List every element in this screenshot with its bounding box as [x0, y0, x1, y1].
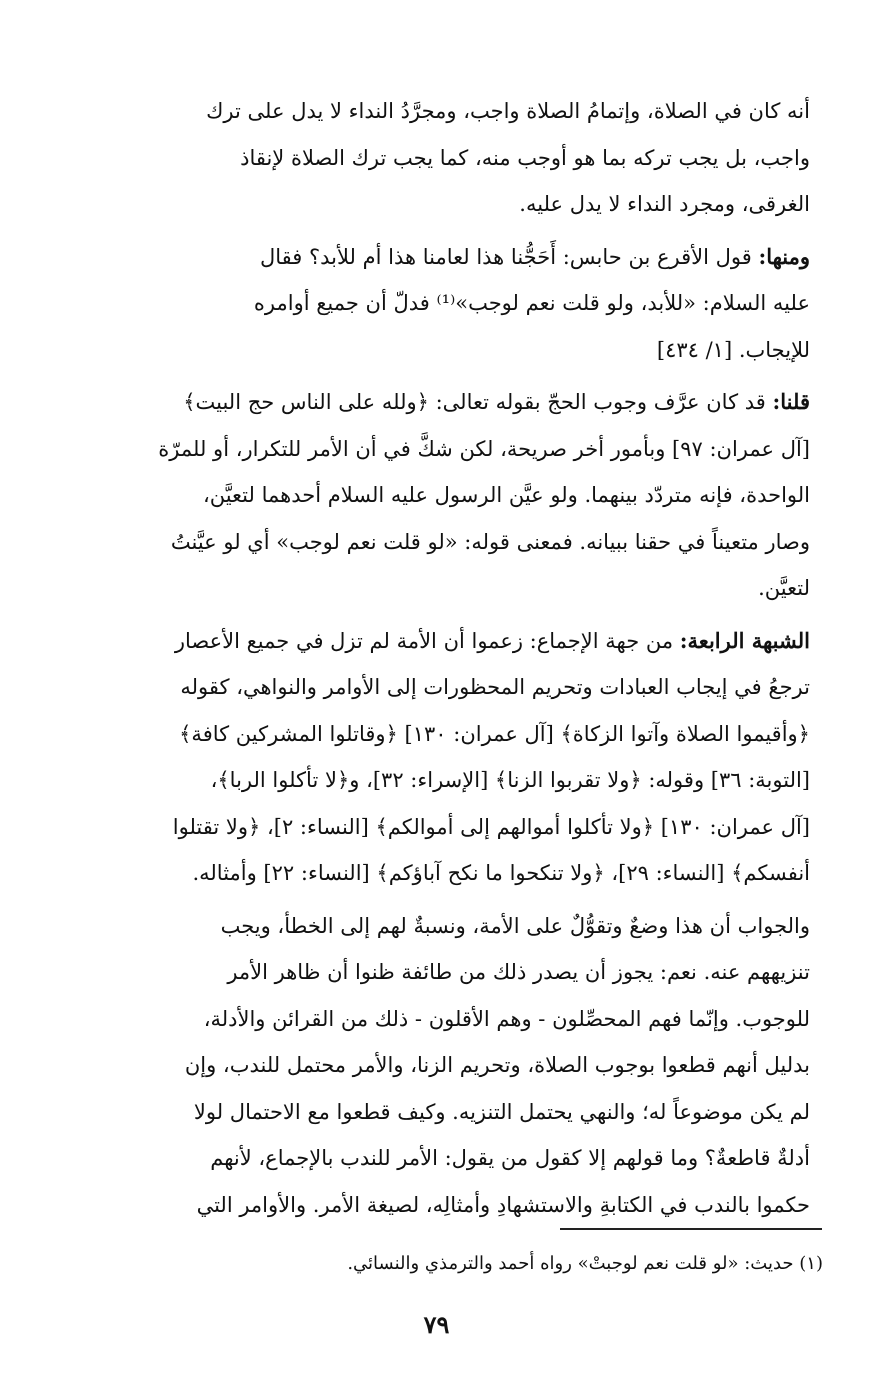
paragraph-2 — [72, 234, 810, 374]
paragraph-5 — [72, 903, 810, 1229]
paragraph-1 — [72, 88, 810, 228]
text-line — [72, 234, 810, 281]
text-line: ﴿وأقيموا الصلاة وآتوا الزكاة﴾ [آل عمران: ١٣٠] ﴿وقاتلوا المشركين كافة﴾ — [179, 721, 810, 746]
text-line: والجواب أن هذا وضعٌ وتقوُّلٌ على الأمة، ونسبةٌ لهم إلى الخطأ، ويجب — [220, 913, 810, 938]
text-line: حكموا بالندب في الكتابةِ والاستشهادِ وأمثالِه، لصيغة الأمر. والأوامر التي — [196, 1192, 810, 1217]
text-line: الواحدة، فإنه متردّد بينهما. ولو عيَّن الرسول عليه السلام أحدهما لتعيَّن، — [202, 483, 810, 507]
text-line: أدلةٌ قاطعةٌ؟ وما قولهم إلا كقول من يقول: الأمر للندب بالإجماع، لأنهم — [210, 1146, 810, 1170]
text-line: وصار متعيناً في حقنا ببيانه. فمعنى قوله: «لو قلت نعم لوجب» أي لو عيَّنتُ — [170, 529, 810, 554]
text-line: ترجعُ في إيجاب العبادات وتحريم المحظورات إلى الأوامر والنواهي، كقوله — [180, 675, 810, 699]
text-line: بدليل أنهم قطعوا بوجوب الصلاة، وتحريم الزنا، والأمر محتمل للندب، وإن — [184, 1053, 810, 1077]
text-line: للوجوب. وإنّما فهم المحصِّلون - وهم الأقلون - ذلك من القرائن والأدلة، — [203, 1006, 810, 1031]
text-line — [72, 379, 810, 426]
text-line-rest: قول الأقرع بن حابس: أَحَجُّنا هذا لعامنا هذا أم للأبد؟ فقال — [260, 244, 752, 269]
text-line: للإيجاب. [١/ ٤٣٤] — [656, 337, 810, 362]
text-line: لتعيَّن. — [758, 576, 810, 600]
text-line: عليه السلام: «للأبد، ولو قلت نعم لوجب»⁽¹⁾ فدلّ أن جميع أوامره — [253, 291, 810, 315]
page-number: ٧٩ — [423, 1310, 450, 1339]
text-line: [آل عمران: ٩٧] وبأمور أخر صريحة، لكن شكَّ في أن الأمر للتكرار، أو للمرّة — [158, 436, 810, 461]
footnote: (١) حديث: «لو قلت نعم لوجبتْ» رواه أحمد والترمذي والنسائي. — [347, 1253, 823, 1274]
text-line: [التوبة: ٣٦] وقوله: ﴿ولا تقربوا الزنا﴾ [الإسراء: ٣٢]، و﴿لا تأكلوا الربا﴾، — [210, 768, 810, 792]
paragraph-3 — [72, 379, 810, 612]
text-line-rest: قد كان عرَّف وجوب الحجّ بقوله تعالى: ﴿ولله على الناس حج البيت﴾ — [183, 390, 766, 414]
lead-phrase: الشبهة الرابعة: — [679, 627, 810, 653]
text-line: لم يكن موضوعاً له؛ والنهي يحتمل التنزيه. وكيف قطعوا مع الاحتمال لولا — [193, 1099, 810, 1124]
text-line-rest: من جهة الإجماع: زعموا أن الأمة لم تزل في جميع الأعصار — [174, 628, 674, 653]
text-line: أنه كان في الصلاة، وإتمامُ الصلاة واجب، ومجرَّدُ النداء لا يدل على ترك — [206, 99, 810, 123]
lead-phrase: ومنها: — [758, 243, 810, 269]
text-line: الغرقى، ومجرد النداء لا يدل عليه. — [519, 192, 810, 216]
page-body — [72, 88, 810, 1234]
text-line — [72, 618, 810, 665]
paragraph-4 — [72, 618, 810, 897]
text-line: واجب، بل يجب تركه بما هو أوجب منه، كما يجب ترك الصلاة لإنقاذ — [240, 145, 810, 170]
text-line: تنزيههم عنه. نعم: يجوز أن يصدر ذلك من طائفة ظنوا أن ظاهر الأمر — [227, 960, 810, 984]
text-line: [آل عمران: ١٣٠] ﴿ولا تأكلوا أموالهم إلى أموالكم﴾ [النساء: ٢]، ﴿ولا تقتلوا — [172, 814, 810, 839]
text-line: أنفسكم﴾ [النساء: ٢٩]، ﴿ولا تنكحوا ما نكح آباؤكم﴾ [النساء: ٢٢] وأمثاله. — [192, 861, 810, 885]
lead-phrase: قلنا: — [772, 389, 810, 414]
footnote-divider — [560, 1228, 822, 1230]
